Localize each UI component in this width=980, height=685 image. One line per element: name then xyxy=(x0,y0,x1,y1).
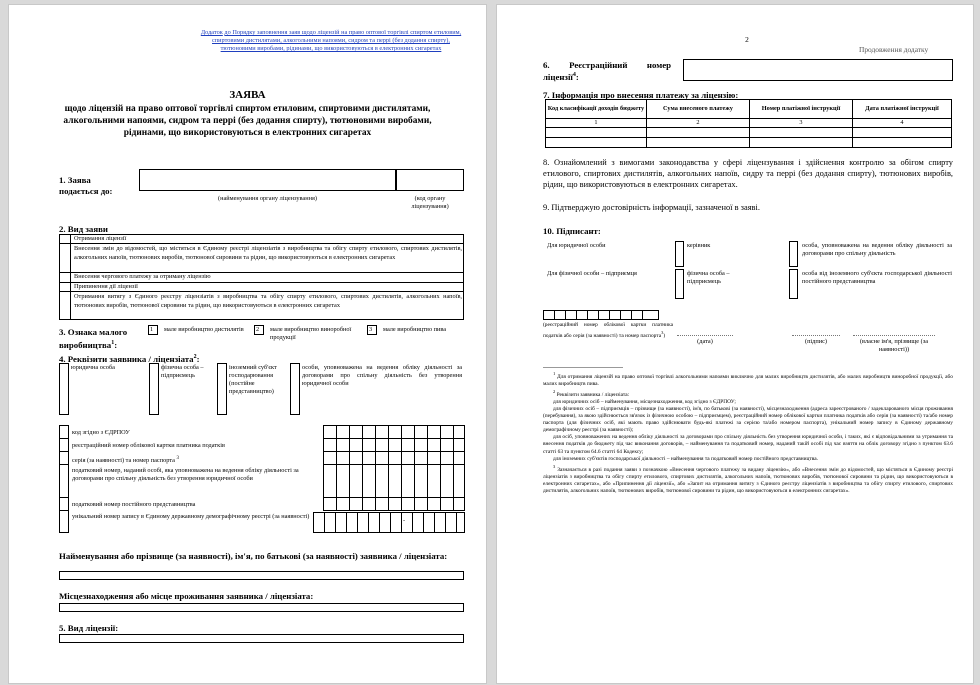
applicant-type-label: іноземний суб'єкт господарювання (постійне представництво) xyxy=(229,364,277,395)
section-8-text: 8. Ознайомлений з вимогами законодавства у сфері ліцензування і здійснення контролю за обігом спирту етилового, спиртових дистилятів, алкогольних напоїв, сидру та перрі (без додання спирту), тютюнових виробів, рідин, що використовуються в електронних сигаретах. xyxy=(543,158,953,189)
signer-legal-label: Для юридичної особи xyxy=(547,242,606,249)
request-type-option[interactable]: Отримання витягу з Єдиного реєстру ліцензіатів з виробництва та обігу спирту етилового, спиртових дистилятів, алкогольних напоїв, тютюнових виробів, тютюнової сировини та рідин, що використовуються в електронних сигаретах xyxy=(74,293,462,309)
footnote-2: $^2$ Реквізити заявника / ліцензіата: xyxy=(553,388,630,398)
section-6-label: 6. Реєстраційний номер ліцензії$^4$: xyxy=(543,60,671,82)
identifier-checkbox-column xyxy=(59,425,69,533)
document-page-2 xyxy=(496,4,974,684)
column-index: 3 xyxy=(750,119,853,128)
record-separator: - xyxy=(403,517,406,524)
signer-option-label: фізична особа – підприємець xyxy=(687,270,730,285)
option-number: 2 xyxy=(256,326,260,333)
applicant-address-field[interactable] xyxy=(59,603,464,612)
applicant-type-checkbox-joint[interactable] xyxy=(290,363,300,415)
request-type-option[interactable]: Внесення чергового платежу за отриману ліцензію xyxy=(74,273,211,280)
payment-table xyxy=(545,99,952,148)
form-subtitle: щодо ліцензій на право оптової торгівлі спиртом етиловим, спиртовими дистилятами, алкогольними напоями, сидром та перрі (без додання спирту), тютюновими виробами, рідинами, що використовуються в електронних сигаретах xyxy=(63,104,432,138)
payment-cell-input[interactable] xyxy=(853,128,952,138)
payment-cell-input[interactable] xyxy=(853,138,952,148)
section-1-label: 1. Заява подається до: xyxy=(59,175,113,196)
option-number: 3 xyxy=(369,326,373,333)
page-number: 2 xyxy=(745,35,749,44)
payment-cell-input[interactable] xyxy=(647,128,750,138)
authority-name-field[interactable] xyxy=(139,169,396,191)
license-type-field[interactable] xyxy=(59,634,464,643)
identifier-label-joint-tax: податковий номер, наданий особі, яка уповноважена на ведення обліку діяльності за договорами про спільну діяльність без утворення юридичної особи xyxy=(72,467,299,482)
authority-name-caption: (найменування органу ліцензування) xyxy=(218,195,317,202)
applicant-type-label: особи, уповноважена на ведення обліку діяльності за договорами про спільну діяльність без утворення юридичної особи xyxy=(302,364,462,387)
form-title: ЗАЯВА xyxy=(229,89,266,101)
option-label: мале виробництво виноробної продукції xyxy=(270,326,352,341)
section-9-text: 9. Підтверджую достовірність інформації, зазначеної в заяві. xyxy=(543,203,760,212)
signature-line[interactable] xyxy=(792,335,840,336)
date-caption: (дата) xyxy=(697,338,713,345)
signer-checkbox-joint[interactable] xyxy=(789,241,798,267)
name-caption: (власне ім'я, прізвище (за наявності)) xyxy=(859,338,929,353)
payment-col-code: Код класифікації доходів бюджету xyxy=(546,100,647,119)
authority-code-caption: (код органу ліцензування) xyxy=(411,195,449,210)
footnote-2-foreign: для іноземних суб'єктів господарської діяльності – найменування та податковий номер постійного представництва. xyxy=(553,455,819,462)
payment-col-number: Номер платіжної інструкції xyxy=(750,100,853,119)
section-10-label: 10. Підписант: xyxy=(543,226,601,236)
signer-checkbox-fop[interactable] xyxy=(675,269,684,299)
section-7-label: 7. Інформація про внесення платежу за ліцензію: xyxy=(543,90,739,100)
applicant-type-label: фізична особа – підприємець xyxy=(161,364,204,379)
option-label: мале виробництво пива xyxy=(383,326,447,333)
identifier-label-rep-tax: податковий номер постійного представництва xyxy=(72,501,196,508)
order-link[interactable]: до Порядку заповнення заяв щодо ліцензій на право оптової торгівлі спиртом етиловим, спиртовими дистилятами, алкогольними напоями, сидром та перрі (без додання спирту), тютюновими виробами, рідинами, що використовуються в електронних сигаретах xyxy=(212,29,462,52)
identifier-label-taxcard: реєстраційний номер облікової картки платника податків xyxy=(72,442,225,449)
applicant-type-checkbox-legal[interactable] xyxy=(59,363,69,415)
footnote-2-fop: для фізичних осіб – підприємців – прізвище (за наявності), ім'я, по батькові (за наявності), місцезнаходження (адреса зареєстрованого / задекларованого місця проживання (перебування), за якою здійснюється зв'язок із фізичною особою – підприємцем), реєстраційний номер облікової картки платника податків або серія (за наявності) та/або номер паспорта (для фізичних осіб, які мають право здійснювати будь-які платежі за серією та/або номером паспорта), унікальний номер запису в Єдиному державному демографічному реєстрі (за наявності); xyxy=(543,405,953,434)
option-number: 1 xyxy=(150,326,154,333)
option-label: мале виробництво дистилятів xyxy=(164,326,244,333)
payment-cell-input[interactable] xyxy=(546,128,647,138)
payment-cell-input[interactable] xyxy=(750,138,853,148)
footnote-3: $^3$ Зазначається в разі подання заяви з позначкою «Внесення чергового платежу за видану ліцензію», або «Внесення змін до відомостей, що містяться в Єдиному реєстрі ліцензіатів з виробництва та обігу спирту етилового, спиртових дистилятів, алкогольних напоїв, тютюнових виробів, тютюнової сировини та рідин, що використовуються в електронних сигаретах», або «Припинення дії ліцензії», або «Запит на отримання витягу з Єдиного реєстру ліцензіатів з виробництва та обігу спирту етилового, спиртових дистилятів, алкогольних напоїв, тютюнових виробів, тютюнової сировини та рідин, що використовуються в електронних сигаретах». xyxy=(543,463,953,494)
signer-option-label: керівник xyxy=(687,242,711,249)
column-index: 4 xyxy=(853,119,952,128)
header-annex-link[interactable] xyxy=(195,29,467,53)
applicant-name-field[interactable] xyxy=(59,571,464,580)
request-type-option[interactable]: Отримання ліцензії xyxy=(74,235,127,242)
license-type-label: 5. Вид ліцензії: xyxy=(59,623,119,633)
signer-id-caption: (реєстраційний номер облікової картки платника податків або серія (за наявності) та номер паспорта$^3$) xyxy=(543,322,673,339)
signature-caption: (підпис) xyxy=(804,338,828,345)
payment-cell-input[interactable] xyxy=(546,138,647,148)
payment-cell-input[interactable] xyxy=(647,138,750,148)
column-index: 2 xyxy=(647,119,750,128)
applicant-type-checkbox-fop[interactable] xyxy=(149,363,159,415)
request-type-option[interactable]: Припинення дії ліцензії xyxy=(74,283,138,290)
identifier-label-edrpou: код згідно з ЄДРПОУ xyxy=(72,429,130,436)
signer-fop-label: Для фізичної особи – підприємця xyxy=(547,270,637,277)
footnote-1: $^1$ Для отримання ліцензій на право оптової торгівлі алкогольними напоями виключно для малих виробництв дистилятів, або малих виробництв виноробної продукції, або малих виробництв пива. xyxy=(543,371,953,387)
signer-option-label: особа від іноземного суб'єкта господарської діяльності постійного представництва xyxy=(802,270,952,285)
signer-checkbox-head[interactable] xyxy=(675,241,684,267)
section-4-label: 4. Реквізити заявника / ліцензіата$^2$: xyxy=(59,354,200,364)
applicant-name-label: Найменування або прізвище (за наявності), ім'я, по батькові (за наявності) заявника / ліцензіата: xyxy=(59,551,448,561)
section-3-label: 3. Ознака малого виробництва$^1$: xyxy=(59,327,128,350)
annex-link[interactable]: Додаток xyxy=(200,29,223,36)
payment-cell-input[interactable] xyxy=(750,128,853,138)
signer-option-label: особа, уповноважена на ведення обліку діяльності за договорами про спільну діяльність xyxy=(802,242,952,257)
payment-col-date: Дата платіжної інструкції xyxy=(853,100,952,119)
footnote-2-joint: для осіб, уповноважених на ведення обліку діяльності за договорами про спільну діяльність без утворення юридичної особи, і таких, які є відповідальними за утримання та внесення податків до бюджету під час виконання договорів, – найменування та податковий номер, наданий такій особі під час взяття на облік договору згідно з пунктом 63.6 статті 63 та пунктом 64.6 статті 64 Кодексу; xyxy=(543,434,953,455)
section-2-label: 2. Вид заяви xyxy=(59,224,108,234)
identifier-label-passport: серія (за наявності) та номер паспорта $^3$ xyxy=(72,456,180,465)
payment-col-sum: Сума внесеного платежу xyxy=(647,100,750,119)
applicant-address-label: Місцезнаходження або місце проживання заявника / ліцензіата: xyxy=(59,591,314,601)
document-page-1 xyxy=(8,4,487,684)
date-line[interactable] xyxy=(677,335,733,336)
continuation-note: Продовження додатку xyxy=(859,45,929,54)
footnote-separator xyxy=(543,367,623,368)
applicant-type-checkbox-foreign[interactable] xyxy=(217,363,227,415)
column-index: 1 xyxy=(546,119,647,128)
name-line[interactable] xyxy=(853,335,935,336)
request-type-option[interactable]: Внесення змін до відомостей, що містяться в Єдиному реєстрі ліцензіатів з виробництва та обігу спирту етилового, спиртових дистилятів, алкогольних напоїв, тютюнових виробів, тютюнової сировини та рідин, що використовуються в електронних сигаретах xyxy=(74,245,462,261)
authority-code-field[interactable] xyxy=(396,169,464,191)
footnote-2-legal: для юридичних осіб – найменування, місцезнаходження, код згідно з ЄДРПОУ; xyxy=(553,398,736,405)
signer-checkbox-rep[interactable] xyxy=(789,269,798,299)
identifier-label-demographic: унікальний номер запису в Єдиному державному демографічному реєстрі (за наявності) xyxy=(72,513,310,520)
license-number-field[interactable] xyxy=(683,59,953,81)
footnotes xyxy=(543,370,953,495)
applicant-type-label: юридична особа xyxy=(71,364,115,371)
